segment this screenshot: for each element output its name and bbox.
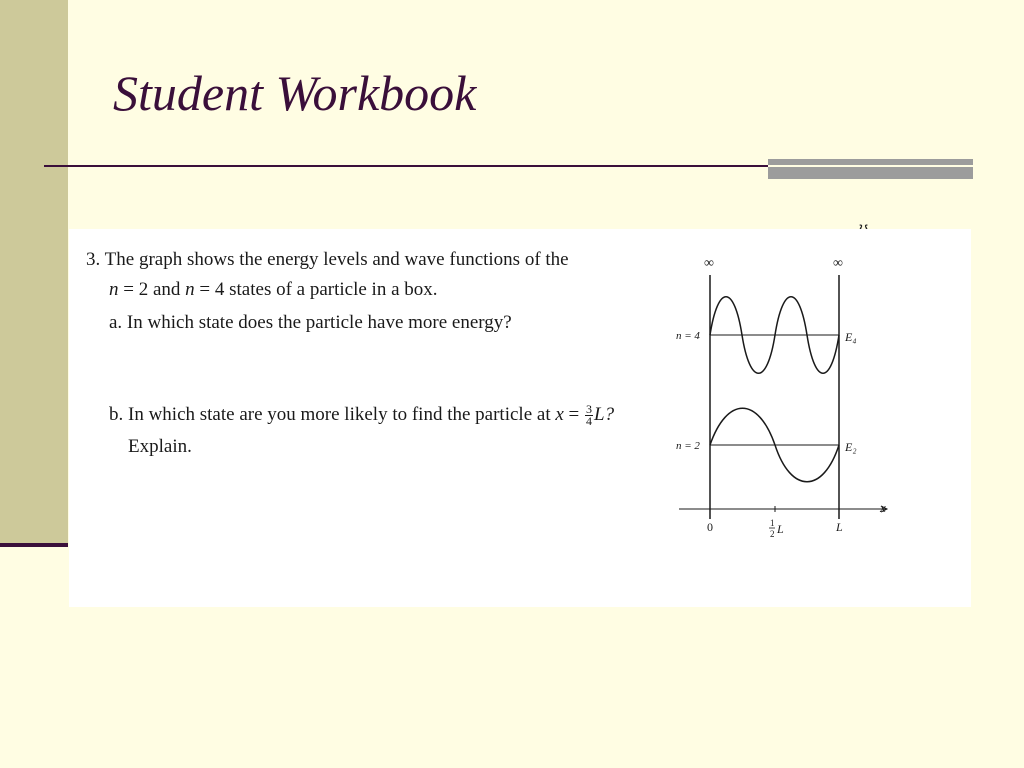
n-variable: n: [185, 279, 195, 300]
x-axis-label: x: [880, 500, 886, 515]
question-line-2-end: = 4 states of a particle in a box.: [194, 279, 438, 300]
title-divider-accent: [768, 159, 973, 179]
fraction-denominator: 4: [586, 414, 593, 429]
energy-e2-label: E₂: [845, 440, 857, 454]
tick-half-denominator: 2: [770, 529, 775, 539]
part-b-equals: =: [563, 404, 585, 425]
part-b-prefix: b. In which state are you more likely to find the particle at: [109, 404, 556, 425]
tick-half-numerator: 1: [770, 518, 775, 528]
level-n4-label: n = 4: [676, 330, 700, 342]
n-variable: n: [109, 279, 119, 300]
question-part-a: a. In which state does the particle have more energy?: [109, 312, 512, 333]
tick-half-L: L: [777, 522, 784, 536]
infinity-right: ∞: [833, 256, 843, 271]
question-line-1: 3. The graph shows the energy levels and wave functions of the: [86, 249, 569, 270]
three-quarters-fraction: [585, 404, 593, 427]
scanned-question-image: [69, 229, 971, 607]
question-explain: Explain.: [128, 436, 192, 457]
x-variable: x: [555, 404, 564, 425]
infinity-left: ∞: [704, 256, 714, 271]
energy-e4-label: E₄: [845, 330, 857, 344]
title-divider: [44, 165, 812, 167]
level-n2-label: n = 2: [676, 440, 700, 452]
question-line-2-mid: = 2 and: [118, 279, 186, 300]
tick-zero-label: 0: [707, 520, 713, 534]
fraction-numerator: 3: [586, 402, 593, 417]
left-bar-underline: [0, 543, 68, 547]
particle-in-box-diagram: [669, 249, 969, 549]
question-line-2: [109, 279, 438, 301]
question-part-b: [109, 404, 614, 427]
tick-L-label: L: [836, 520, 843, 534]
slide-title: Student Workbook: [113, 65, 477, 121]
left-accent-bar: [0, 0, 68, 545]
part-b-suffix: L?: [594, 404, 615, 425]
